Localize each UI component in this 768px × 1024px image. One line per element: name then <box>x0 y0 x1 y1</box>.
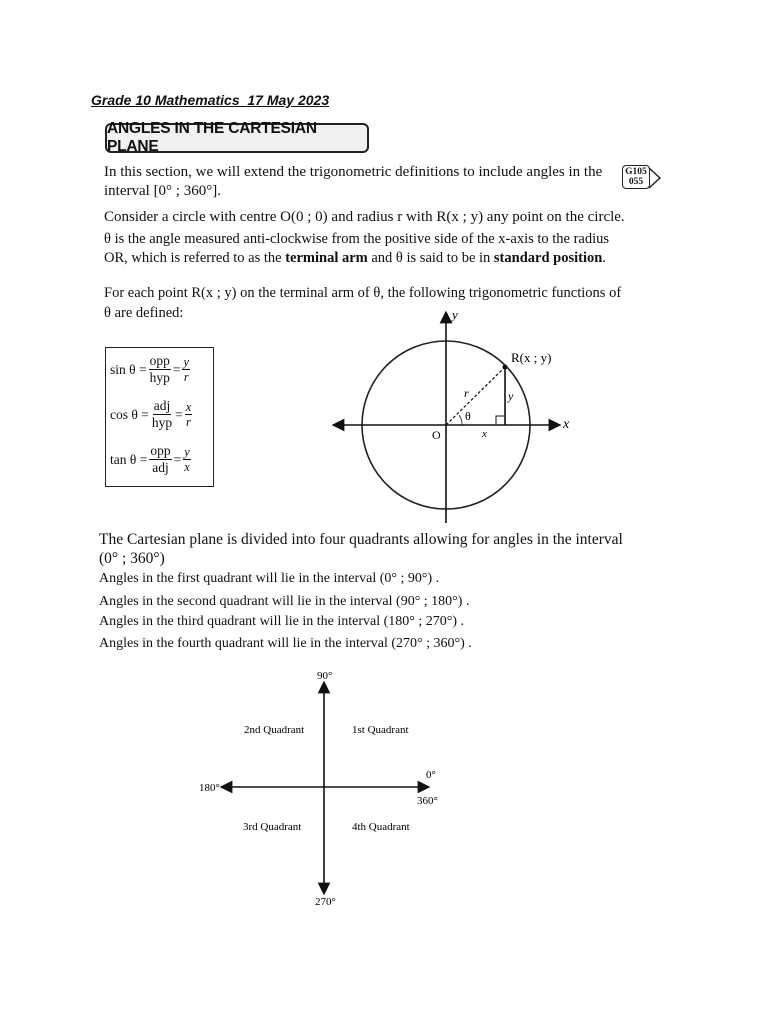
quadrant-diagram <box>190 665 450 915</box>
point-r <box>503 365 508 370</box>
quadrant-1-interval: Angles in the first quadrant will lie in the interval (0° ; 90°) . <box>99 571 440 586</box>
quadrant-3-label: 3rd Quadrant <box>243 821 302 833</box>
intro-line-2: interval [0° ; 360°]. <box>104 183 221 199</box>
trig-definitions-box <box>105 347 214 487</box>
quadrant-2-label: 2nd Quadrant <box>244 724 305 736</box>
angle-360-label: 360° <box>417 795 438 807</box>
circle-text-line-3: OR, which is referred to as the terminal arm and θ is said to be in standard position. <box>104 250 606 266</box>
theta-label: θ <box>465 409 471 423</box>
origin-label: O <box>432 428 441 442</box>
quadrant-text-line-1: The Cartesian plane is divided into four quadrants allowing for angles in the interval <box>99 531 623 548</box>
right-angle-mark <box>496 416 505 425</box>
angle-0-label: 0° <box>426 769 436 781</box>
angle-180-label: 180° <box>199 782 220 794</box>
tan-definition: tan θ = $\frac{\text{opp}}{\text{adj}}$ = $\frac{y}{x}$ <box>110 443 190 475</box>
term-terminal-arm: terminal arm <box>285 250 368 266</box>
quadrant-1-label: 1st Quadrant <box>352 724 409 736</box>
leg-x-label: x <box>482 428 487 440</box>
radius-label: r <box>464 386 469 400</box>
reference-tag-line-2: 055 <box>628 177 644 187</box>
point-r-label: R(x ; y) <box>511 350 552 365</box>
quadrant-2-interval: Angles in the second quadrant will lie in the interval (90° ; 180°) . <box>99 594 470 609</box>
angle-270-label: 270° <box>315 896 336 908</box>
reference-tag-line-1: G105 <box>625 167 647 177</box>
reference-tag <box>622 165 650 189</box>
quadrant-text-line-2: (0° ; 360°) <box>99 550 165 567</box>
quadrant-3-interval: Angles in the third quadrant will lie in the interval (180° ; 270°) . <box>99 614 465 629</box>
tag-pointer-icon <box>648 165 664 191</box>
intro-line-1: In this section, we will extend the trigonometric definitions to include angles in the <box>104 164 603 180</box>
circle-text-line-1: Consider a circle with centre O(0 ; 0) and radius r with R(x ; y) any point on the circle. <box>104 209 625 225</box>
section-title: ANGLES IN THE CARTESIAN PLANE <box>105 123 369 153</box>
defs-text-line-1: For each point R(x ; y) on the terminal arm of θ, the following trigonometric functions of <box>104 285 622 301</box>
y-axis-label: y <box>452 307 458 322</box>
theta-arc <box>459 415 462 425</box>
circle-text-line-2: θ is the angle measured anti-clockwise from the positive side of the x-axis to the radius <box>104 231 610 247</box>
term-standard-position: standard position <box>493 250 603 266</box>
x-axis-label: x <box>563 417 570 432</box>
sin-definition: sin θ = $\frac{\text{opp}}{\text{hyp}}$ = $\frac{y}{r}$ <box>110 353 190 385</box>
document-header: Grade 10 Mathematics 17 May 2023 <box>91 92 330 108</box>
angle-90-label: 90° <box>317 670 333 682</box>
quadrant-4-interval: Angles in the fourth quadrant will lie in the interval (270° ; 360°) . <box>99 636 472 651</box>
quadrant-4-label: 4th Quadrant <box>352 821 410 833</box>
cos-definition: cos θ = $\frac{\text{adj}}{\text{hyp}}$ = $\frac{x}{r}$ <box>110 398 192 430</box>
defs-text-line-2: θ are defined: <box>104 305 184 321</box>
leg-y-label: y <box>508 389 514 403</box>
circle-diagram <box>330 305 580 530</box>
